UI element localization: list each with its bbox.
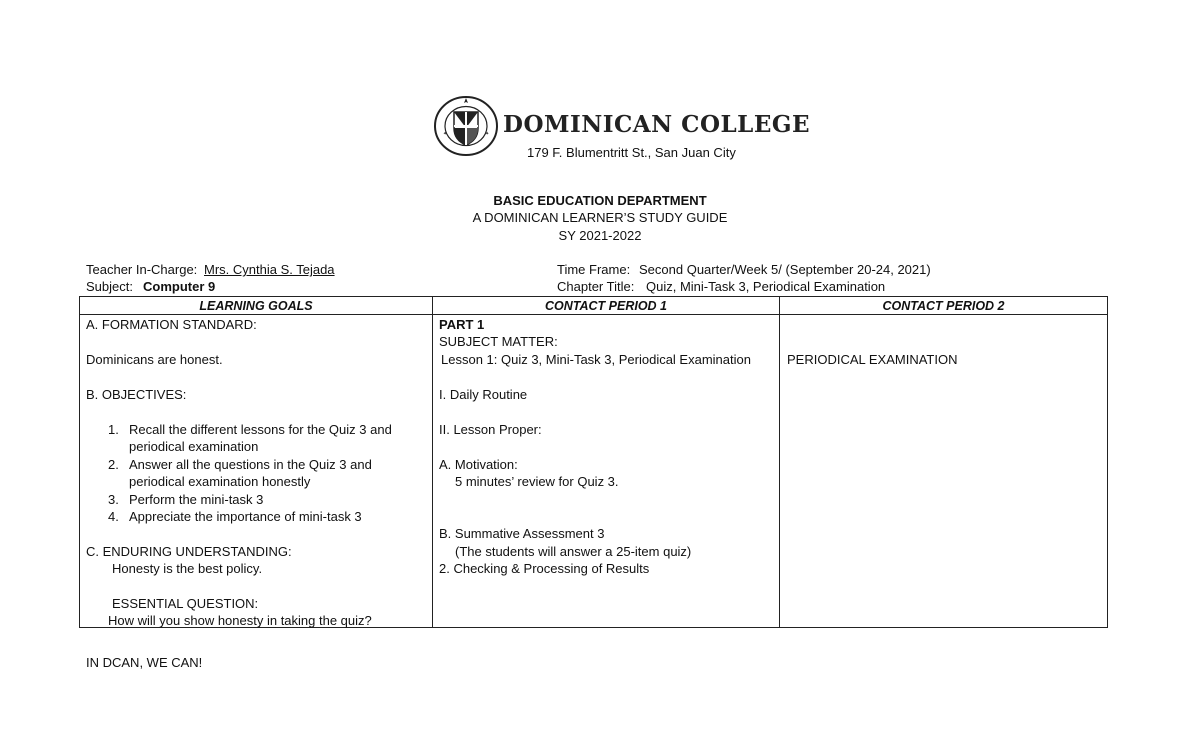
objective-text: periodical examination honestly xyxy=(129,474,311,489)
essential-question-heading: ESSENTIAL QUESTION: xyxy=(112,596,259,611)
enduring-understanding-heading: C. ENDURING UNDERSTANDING: xyxy=(86,544,292,559)
svg-text:✦: ✦ xyxy=(485,131,490,137)
enduring-understanding-text: Honesty is the best policy. xyxy=(112,561,263,576)
header-contact-period-1: CONTACT PERIOD 1 xyxy=(545,299,667,313)
objective-text: Recall the different lessons for the Quiz 3 and xyxy=(129,422,392,437)
checking-results: 2. Checking & Processing of Results xyxy=(439,561,650,576)
teacher-label: Teacher In-Charge: xyxy=(86,262,198,277)
lesson-title: Lesson 1: Quiz 3, Mini-Task 3, Periodical Examination xyxy=(441,352,751,367)
summative-detail: (The students will answer a 25-item quiz) xyxy=(455,544,692,559)
daily-routine: I. Daily Routine xyxy=(439,387,528,402)
svg-text:✦: ✦ xyxy=(443,131,448,137)
formation-standard-text: Dominicans are honest. xyxy=(86,352,223,367)
subject-label: Subject: xyxy=(86,279,133,294)
college-address: 179 F. Blumentritt St., San Juan City xyxy=(527,145,736,160)
chapter-value: Quiz, Mini-Task 3, Periodical Examination xyxy=(646,279,886,294)
essential-question-text: How will you show honesty in taking the quiz? xyxy=(108,613,372,628)
header-contact-period-2: CONTACT PERIOD 2 xyxy=(882,299,1005,313)
lesson-proper: II. Lesson Proper: xyxy=(439,422,542,437)
summative-assessment: B. Summative Assessment 3 xyxy=(439,526,605,541)
periodical-examination: PERIODICAL EXAMINATION xyxy=(787,352,958,367)
objective-text: periodical examination xyxy=(129,439,259,454)
motivation-heading: A. Motivation: xyxy=(439,457,518,472)
objective-number: 2. xyxy=(108,457,119,472)
column-divider xyxy=(779,297,780,627)
header-learning-goals: LEARNING GOALS xyxy=(199,299,313,313)
formation-standard-heading: A. FORMATION STANDARD: xyxy=(86,317,257,332)
college-seal-logo xyxy=(433,95,499,157)
study-guide-table xyxy=(79,296,1108,628)
objective-number: 1. xyxy=(108,422,119,437)
subject-value: Computer 9 xyxy=(143,279,216,294)
motto: IN DCAN, WE CAN! xyxy=(86,655,203,670)
school-year: SY 2021-2022 xyxy=(558,228,642,243)
motivation-detail: 5 minutes’ review for Quiz 3. xyxy=(455,474,619,489)
timeframe-label: Time Frame: xyxy=(557,262,631,277)
objective-text: Answer all the questions in the Quiz 3 and xyxy=(129,457,372,472)
objective-text: Appreciate the importance of mini-task 3 xyxy=(129,509,362,524)
teacher-value: Mrs. Cynthia S. Tejada xyxy=(204,262,335,277)
objective-number: 4. xyxy=(108,509,119,524)
objective-text: Perform the mini-task 3 xyxy=(129,492,264,507)
objectives-heading: B. OBJECTIVES: xyxy=(86,387,187,402)
chapter-label: Chapter Title: xyxy=(557,279,635,294)
subject-matter-heading: SUBJECT MATTER: xyxy=(439,334,558,349)
college-name: DOMINICAN COLLEGE xyxy=(503,111,811,138)
part-1-heading: PART 1 xyxy=(439,317,485,332)
header-divider xyxy=(80,314,1107,315)
column-divider xyxy=(432,297,433,627)
study-guide-title: A DOMINICAN LEARNER’S STUDY GUIDE xyxy=(472,210,728,225)
timeframe-value: Second Quarter/Week 5/ (September 20-24, 2021) xyxy=(639,262,931,277)
objective-number: 3. xyxy=(108,492,119,507)
department-title: BASIC EDUCATION DEPARTMENT xyxy=(493,193,707,208)
